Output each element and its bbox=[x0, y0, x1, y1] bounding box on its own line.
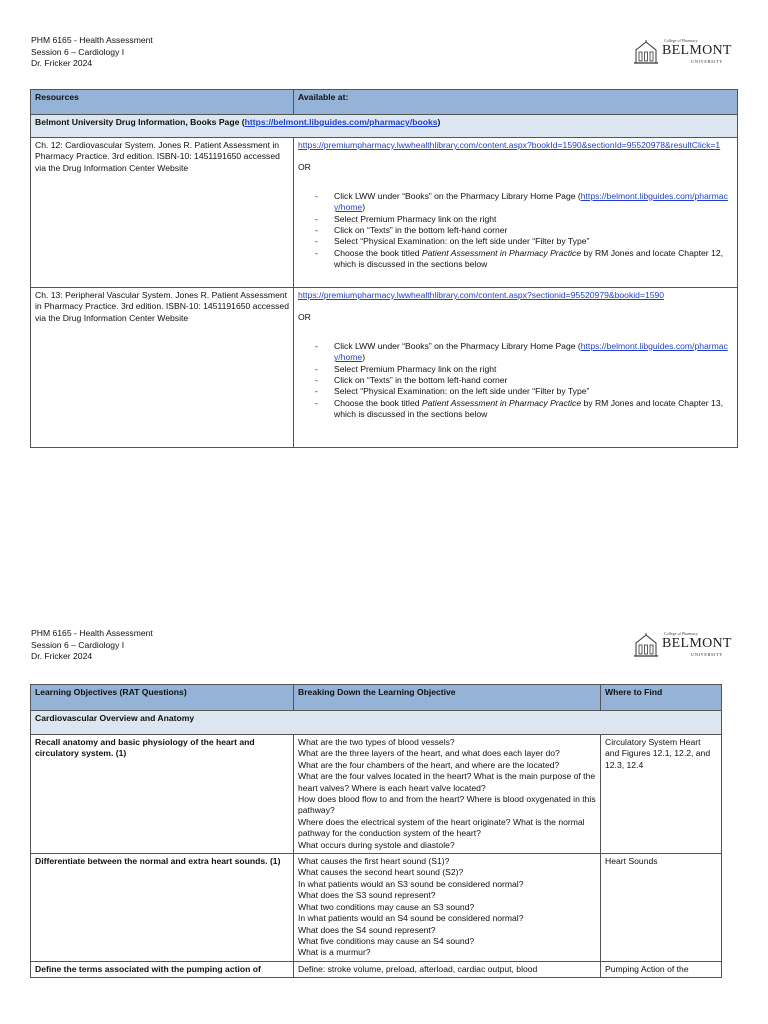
resources-table bbox=[30, 89, 738, 448]
table-header-row bbox=[31, 685, 722, 711]
logo-university: UNIVERSITY bbox=[691, 59, 723, 64]
question: What are the four valves located in the heart? What is the main purpose of the heart valves? Where is each heart valve located? bbox=[298, 771, 596, 793]
belmont-logo bbox=[634, 37, 732, 67]
questions-heart-sounds bbox=[294, 854, 601, 962]
or-label: OR bbox=[298, 312, 311, 323]
table-header-row bbox=[31, 90, 738, 115]
question: What two conditions may cause an S3 sound? bbox=[298, 901, 475, 912]
building-icon bbox=[634, 39, 658, 65]
session-title: Session 6 – Cardiology I bbox=[31, 639, 125, 650]
where-anatomy: Circulatory System Heart and Figures 12.1, 12.2, and 12.3, 12.4 bbox=[601, 735, 722, 854]
section-cardio-overview: Cardiovascular Overview and Anatomy bbox=[31, 711, 722, 735]
question: How does blood flow to and from the heart? Where is blood oxygenated in this pathway? bbox=[298, 794, 596, 816]
session-title: Session 6 – Cardiology I bbox=[31, 46, 125, 57]
section-row bbox=[31, 115, 738, 138]
building-icon bbox=[634, 632, 658, 658]
objective-heart-sounds: Differentiate between the normal and extra heart sounds. (1) bbox=[31, 854, 294, 962]
belmont-logo bbox=[634, 630, 732, 660]
list-item: - Select “Physical Examination: on the left side under “Filter by Type” bbox=[313, 386, 733, 397]
availability-ch12 bbox=[294, 138, 738, 288]
ch13-link[interactable]: https://premiumpharmacy.lwwhealthlibrary.com/content.aspx?sectionid=95520979&bookid=1590 bbox=[298, 290, 665, 300]
instructor-name: Dr. Fricker 2024 bbox=[31, 58, 93, 68]
logo-college-text: College of Pharmacy bbox=[664, 631, 698, 636]
list-item: - Click on “Texts” in the bottom left-hand corner bbox=[313, 225, 733, 236]
objectives-table bbox=[30, 684, 722, 978]
logo-name: BELMONT bbox=[662, 636, 732, 651]
page-header bbox=[31, 35, 153, 70]
col-header-resources: Resources bbox=[31, 90, 294, 115]
col-header-where: Where to Find bbox=[601, 685, 722, 711]
question: What does the S4 sound represent? bbox=[298, 924, 436, 935]
list-item: - Select “Physical Examination: on the left side under “Filter by Type” bbox=[313, 236, 733, 247]
or-label: OR bbox=[298, 162, 311, 173]
where-pumping: Pumping Action of the bbox=[601, 961, 722, 977]
question: In what patients would an S4 sound be considered normal? bbox=[298, 913, 524, 924]
logo-college-text: College of Pharmacy bbox=[664, 38, 698, 43]
logo-name: BELMONT bbox=[662, 43, 732, 58]
page-header bbox=[31, 628, 153, 663]
question: What are the four chambers of the heart, and where are the located? bbox=[298, 759, 560, 770]
pharmacy-home-link[interactable]: https://belmont.libguides.com/pharmacy/home bbox=[334, 190, 728, 213]
course-title: PHM 6165 - Health Assessment bbox=[31, 628, 153, 638]
ch12-steps bbox=[298, 191, 733, 271]
resource-ch13: Ch. 13: Peripheral Vascular System. Jones R. Patient Assessment in Pharmacy Practice. 3rd edition. ISBN-10: 1451191650 accessed via the Drug Information Center Website bbox=[31, 288, 294, 448]
section-books-page: Belmont University Drug Information, Books Page (https://belmont.libguides.com/pharmacy/books) bbox=[31, 115, 738, 138]
col-header-objectives: Learning Objectives (RAT Questions) bbox=[31, 685, 294, 711]
question: What occurs during systole and diastole? bbox=[298, 839, 455, 850]
section-row bbox=[31, 711, 722, 735]
questions-anatomy bbox=[294, 735, 601, 854]
question: What are the two types of blood vessels? bbox=[298, 737, 455, 747]
question: Where does the electrical system of the heart originate? What is the normal pathway for the conduction system of the heart? bbox=[298, 816, 585, 839]
question: In what patients would an S3 sound be considered normal? bbox=[298, 878, 524, 889]
col-header-available: Available at: bbox=[294, 90, 738, 115]
books-page-link[interactable]: https://belmont.libguides.com/pharmacy/books bbox=[244, 117, 438, 127]
logo-university: UNIVERSITY bbox=[691, 652, 723, 657]
ch13-steps bbox=[298, 341, 733, 421]
table-row bbox=[31, 138, 738, 288]
table-row bbox=[31, 961, 722, 977]
table-row bbox=[31, 854, 722, 962]
list-item: - Click LWW under “Books” on the Pharmacy Library Home Page (https://belmont.libguides.com/pharmacy/home) bbox=[313, 191, 733, 214]
ch12-link[interactable]: https://premiumpharmacy.lwwhealthlibrary.com/content.aspx?bookId=1590&sectionId=95520978&resultClick=1 bbox=[298, 140, 721, 150]
col-header-breakdown: Breaking Down the Learning Objective bbox=[294, 685, 601, 711]
question: What does the S3 sound represent? bbox=[298, 890, 436, 901]
list-item: - Select Premium Pharmacy link on the right bbox=[313, 364, 733, 375]
list-item: - Choose the book titled Patient Assessment in Pharmacy Practice by RM Jones and locate Chapter 13, which is discussed in the sections below bbox=[313, 398, 733, 421]
questions-pumping bbox=[294, 961, 601, 977]
question: What five conditions may cause an S4 sound? bbox=[298, 935, 475, 946]
question: What are the three layers of the heart, and what does each layer do? bbox=[298, 748, 560, 759]
table-row bbox=[31, 735, 722, 854]
list-item: - Click LWW under “Books” on the Pharmacy Library Home Page (https://belmont.libguides.com/pharmacy/home) bbox=[313, 341, 733, 364]
list-item: - Choose the book titled Patient Assessment in Pharmacy Practice by RM Jones and locate Chapter 12, which is discussed in the sections below bbox=[313, 248, 733, 271]
objective-pumping: Define the terms associated with the pumping action of bbox=[31, 961, 294, 977]
table-row bbox=[31, 288, 738, 448]
objective-anatomy: Recall anatomy and basic physiology of the heart and circulatory system. (1) bbox=[31, 735, 294, 854]
pharmacy-home-link[interactable]: https://belmont.libguides.com/pharmacy/home bbox=[334, 340, 728, 363]
list-item: - Select Premium Pharmacy link on the right bbox=[313, 214, 733, 225]
availability-ch13 bbox=[294, 288, 738, 448]
question: What is a murmur? bbox=[298, 947, 371, 958]
instructor-name: Dr. Fricker 2024 bbox=[31, 651, 93, 661]
where-heart-sounds: Heart Sounds bbox=[601, 854, 722, 962]
question: What causes the second heart sound (S2)? bbox=[298, 867, 464, 878]
question: What causes the first heart sound (S1)? bbox=[298, 856, 450, 867]
resource-ch12: Ch. 12: Cardiovascular System. Jones R. Patient Assessment in Pharmacy Practice. 3rd edition. ISBN-10: 1451191650 accessed via the Drug Information Center Website bbox=[31, 138, 294, 288]
list-item: - Click on “Texts” in the bottom left-hand corner bbox=[313, 375, 733, 386]
course-title: PHM 6165 - Health Assessment bbox=[31, 35, 153, 45]
question: Define: stroke volume, preload, afterload, cardiac output, blood bbox=[298, 963, 538, 974]
